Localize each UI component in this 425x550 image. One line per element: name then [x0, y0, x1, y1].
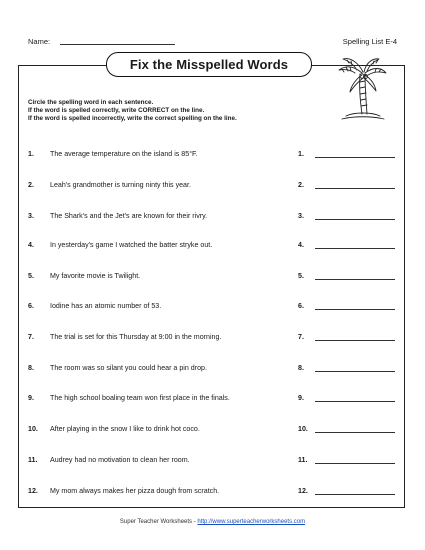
answer-number: 2. [298, 181, 304, 189]
answer-line[interactable] [315, 157, 395, 158]
answer-number: 4. [298, 241, 304, 249]
question-item [0, 270, 425, 282]
question-sentence: Leah's grandmother is turning ninty this year. [50, 181, 191, 189]
answer-number: 5. [298, 272, 304, 280]
footer [0, 519, 425, 525]
footer-separator: - [193, 519, 196, 525]
answer-number: 9. [298, 394, 304, 402]
question-item [0, 485, 425, 497]
answer-line[interactable] [315, 188, 395, 189]
question-sentence: The average temperature on the island is 85°F. [50, 150, 198, 158]
question-number: 2. [28, 181, 34, 189]
question-item [0, 423, 425, 435]
question-sentence: Audrey had no motivation to clean her room. [50, 456, 190, 464]
answer-line[interactable] [315, 494, 395, 495]
question-item [0, 454, 425, 466]
question-sentence: After playing in the snow I like to drink hot coco. [50, 425, 200, 433]
answer-number: 11. [298, 456, 308, 464]
question-sentence: Iodine has an atomic number of 53. [50, 302, 162, 310]
question-number: 5. [28, 272, 34, 280]
question-sentence: The Shark's and the Jet's are known for their rivry. [50, 212, 208, 220]
question-sentence: My favorite movie is Twilight. [50, 272, 141, 280]
instruction-line: Circle the spelling word in each sentence. [28, 99, 154, 106]
answer-number: 3. [298, 212, 304, 220]
worksheet-frame [18, 65, 405, 508]
question-sentence: In yesterday's game I watched the batter stryke out. [50, 241, 213, 249]
answer-number: 7. [298, 333, 304, 341]
question-number: 12. [28, 487, 38, 495]
name-label: Name: [28, 37, 51, 46]
name-line[interactable] [60, 44, 175, 45]
answer-number: 1. [298, 150, 304, 158]
question-sentence: The room was so silant you could hear a pin drop. [50, 364, 207, 372]
question-number: 9. [28, 394, 34, 402]
name-row [28, 37, 50, 46]
answer-line[interactable] [315, 279, 395, 280]
question-item [0, 392, 425, 404]
question-item [0, 331, 425, 343]
question-item [0, 148, 425, 160]
question-sentence: The trial is set for this Thursday at 9:00 in the morning. [50, 333, 222, 341]
answer-number: 12. [298, 487, 308, 495]
question-item [0, 362, 425, 374]
instructions [28, 99, 237, 123]
answer-number: 8. [298, 364, 304, 372]
instruction-line: If the word is spelled incorrectly, write the correct spelling on the line. [28, 115, 237, 122]
question-number: 4. [28, 241, 34, 249]
question-number: 3. [28, 212, 34, 220]
question-number: 1. [28, 150, 34, 158]
spelling-list-label: Spelling List E-4 [342, 37, 397, 46]
palm-tree-icon [336, 52, 388, 124]
answer-line[interactable] [315, 340, 395, 341]
footer-site-name: Super Teacher Worksheets [119, 519, 193, 525]
answer-line[interactable] [315, 371, 395, 372]
answer-line[interactable] [315, 401, 395, 402]
instruction-line: If the word is spelled correctly, write CORRECT on the line. [28, 107, 205, 114]
question-item [0, 239, 425, 251]
answer-number: 10. [298, 425, 308, 433]
question-item [0, 179, 425, 191]
answer-line[interactable] [315, 463, 395, 464]
answer-number: 6. [298, 302, 304, 310]
question-number: 8. [28, 364, 34, 372]
answer-line[interactable] [315, 309, 395, 310]
question-sentence: My mom always makes her pizza dough from scratch. [50, 487, 220, 495]
answer-line[interactable] [315, 248, 395, 249]
question-sentence: The high school boaling team won first place in the finals. [50, 394, 230, 402]
footer-url-link[interactable]: http://www.superteacherworksheets.com [197, 519, 306, 525]
answer-line[interactable] [315, 219, 395, 220]
worksheet-title: Fix the Misspelled Words [106, 52, 312, 77]
question-item [0, 300, 425, 312]
question-item [0, 210, 425, 222]
question-number: 7. [28, 333, 34, 341]
answer-line[interactable] [315, 432, 395, 433]
question-number: 10. [28, 425, 38, 433]
question-number: 6. [28, 302, 34, 310]
question-number: 11. [28, 456, 38, 464]
